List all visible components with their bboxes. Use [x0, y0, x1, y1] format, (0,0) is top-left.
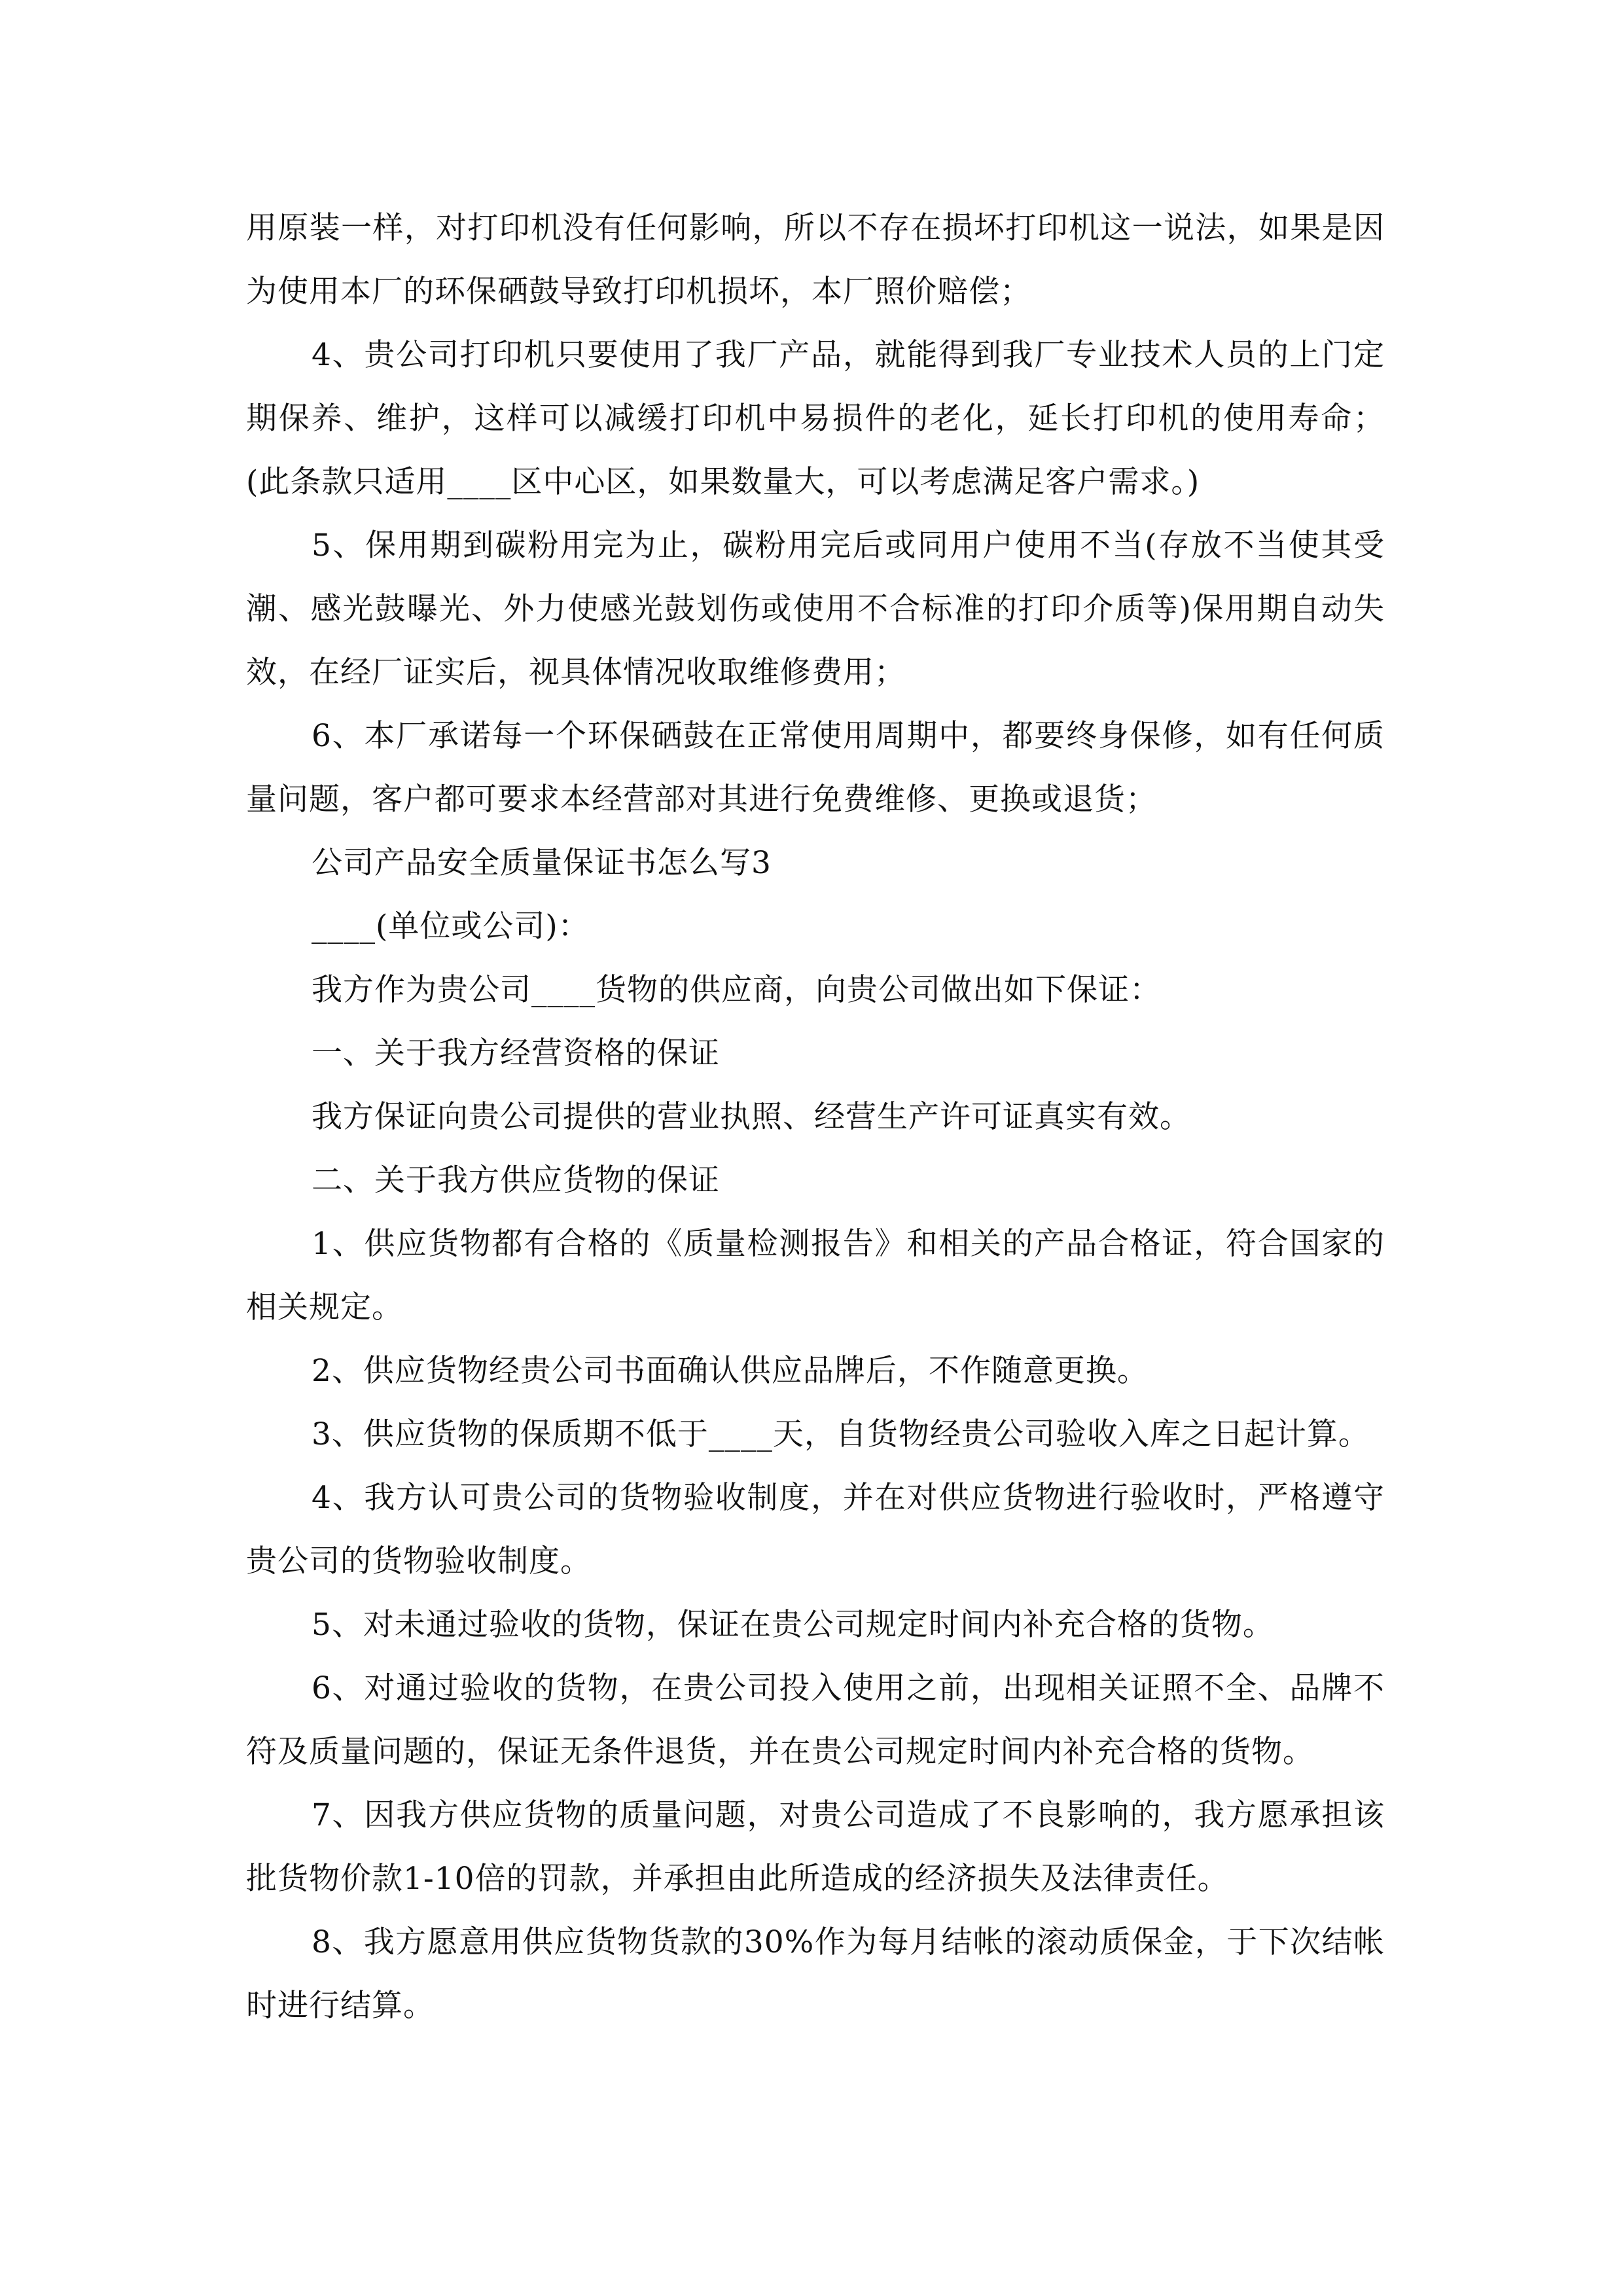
heading-qualification: 一、关于我方经营资格的保证	[312, 1035, 720, 1071]
intro-paragraph: 我方作为贵公司____货物的供应商，向贵公司做出如下保证：	[312, 972, 1161, 1008]
document-body	[246, 196, 1385, 2037]
paragraph-goods-3: 3、供应货物的保质期不低于____天，自货物经贵公司验收入库之日起计算。	[312, 1416, 1370, 1452]
paragraph-goods-7: 7、因我方供应货物的质量问题，对贵公司造成了不良影响的，我方愿承担该批货物价款1-10倍的罚款，并承担由此所造成的经济损失及法律责任。	[246, 1797, 1385, 1897]
paragraph-goods-6: 6、对通过验收的货物，在贵公司投入使用之前，出现相关证照不全、品牌不符及质量问题的，保证无条件退货，并在贵公司规定时间内补充合格的货物。	[246, 1670, 1385, 1770]
paragraph-item-6-lifetime-repair: 6、本厂承诺每一个环保硒鼓在正常使用周期中，都要终身保修，如有任何质量问题，客户都可要求本经营部对其进行免费维修、更换或退货；	[246, 718, 1385, 817]
heading-goods-guarantee: 二、关于我方供应货物的保证	[312, 1162, 720, 1198]
paragraph-continuation: 用原装一样，对打印机没有任何影响，所以不存在损坏打印机这一说法，如果是因为使用本厂的环保硒鼓导致打印机损坏，本厂照价赔偿；	[246, 210, 1385, 310]
paragraph-item-4-maintenance: 4、贵公司打印机只要使用了我厂产品，就能得到我厂专业技术人员的上门定期保养、维护，这样可以减缓打印机中易损件的老化，延长打印机的使用寿命；(此条款只适用____区中心区，如果数量大，可以考虑满足客户需求。)	[246, 337, 1385, 500]
paragraph-goods-5: 5、对未通过验收的货物，保证在贵公司规定时间内补充合格的货物。	[312, 1607, 1274, 1643]
section-title: 公司产品安全质量保证书怎么写3	[312, 845, 772, 881]
paragraph-item-5-warranty-period: 5、保用期到碳粉用完为止，碳粉用完后或同用户使用不当(存放不当使其受潮、感光鼓曝光、外力使感光鼓划伤或使用不合标准的打印介质等)保用期自动失效，在经厂证实后，视具体情况收取维修费用；	[246, 528, 1385, 691]
addressee-line: ____(单位或公司)：	[312, 908, 590, 944]
paragraph-goods-1: 1、供应货物都有合格的《质量检测报告》和相关的产品合格证，符合国家的相关规定。	[246, 1226, 1385, 1325]
paragraph-qualification: 我方保证向贵公司提供的营业执照、经营生产许可证真实有效。	[312, 1099, 1191, 1135]
paragraph-goods-8: 8、我方愿意用供应货物货款的30%作为每月结帐的滚动质保金，于下次结帐时进行结算。	[246, 1924, 1385, 2024]
paragraph-goods-4: 4、我方认可贵公司的货物验收制度，并在对供应货物进行验收时，严格遵守贵公司的货物验收制度。	[246, 1480, 1385, 1579]
paragraph-goods-2: 2、供应货物经贵公司书面确认供应品牌后，不作随意更换。	[312, 1353, 1149, 1389]
